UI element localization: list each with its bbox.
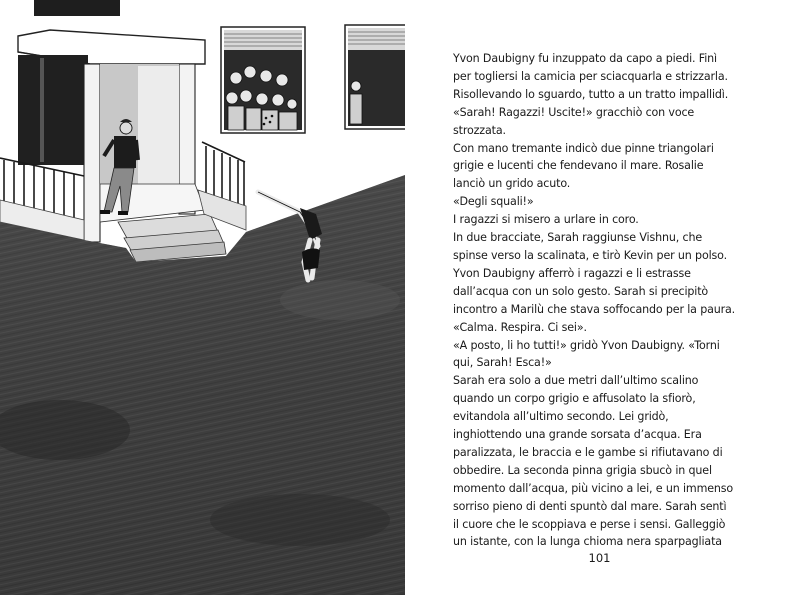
window-with-children	[221, 27, 305, 133]
text-line: Yvon Daubigny fu inzuppato da capo a piedi. Finì	[453, 52, 717, 65]
text-line: paralizzata, le braccia e le gambe si rifiutavano di	[453, 445, 723, 459]
text-line: incontro a Marilù che stava soffocando per la paura.	[453, 302, 736, 316]
text-line: inghiottendo una grande sorsata d’acqua. Era	[453, 428, 702, 442]
text-line: I ragazzi si misero a urlare in coro.	[453, 213, 639, 227]
text-line: «Sarah! Ragazzi! Uscite!» gracchiò con voce	[453, 105, 695, 119]
text-line: «A posto, li ho tutti!» gridò Yvon Daubigny. «Torni	[453, 338, 720, 352]
text-line: «Degli squali!»	[453, 195, 534, 209]
text-line: Con mano tremante indicò due pinne triangolari	[453, 141, 714, 155]
text-line: obbedire. La seconda pinna grigia sbucò in quel	[453, 463, 712, 477]
text-line: Yvon Daubigny afferrò i ragazzi e li estrasse	[453, 266, 691, 280]
text-line: dall’acqua con un solo gesto. Sarah si precipitò	[453, 284, 709, 298]
text-line: il cuore che le scoppiava e perse i sensi. Galleggiò	[453, 517, 726, 531]
text-line: spinse verso la scalinata, e tirò Kevin per un polso.	[453, 248, 727, 262]
text-line: grigie e lucenti che fendevano il mare. Rosalie	[453, 159, 704, 173]
text-line: quando un corpo grigio e affusolato la sfiorò,	[453, 392, 696, 406]
text-line: evitandola all’ultimo secondo. Lei gridò,	[453, 410, 669, 424]
text-line: «Calma. Respira. Ci sei».	[453, 320, 587, 334]
text-line: lanciò un grido acuto.	[453, 177, 571, 191]
text-line: Sarah era solo a due metri dall’ultimo scalino	[453, 374, 699, 388]
text-line: qui, Sarah! Esca!»	[453, 356, 552, 370]
story-text	[453, 50, 783, 551]
page-number: 101	[588, 551, 611, 565]
text-line: per togliersi la camicia per sciacquarla e strizzarla.	[453, 69, 728, 83]
text-line: Risollevando lo sguardo, tutto a un tratto impallidì.	[453, 87, 729, 101]
window-right	[345, 25, 405, 129]
text-line: strozzata.	[453, 123, 506, 137]
text-line: sorriso pieno di denti spuntò dal mare. Sarah sentì	[453, 499, 727, 513]
text-line: momento dall’acqua, più vicino a lei, e un immenso	[453, 481, 734, 495]
text-line: un istante, con la lunga chioma nera sparpagliata	[453, 535, 722, 549]
text-page	[405, 0, 794, 595]
text-line: In due bracciate, Sarah raggiunse Vishnu, che	[453, 231, 702, 245]
